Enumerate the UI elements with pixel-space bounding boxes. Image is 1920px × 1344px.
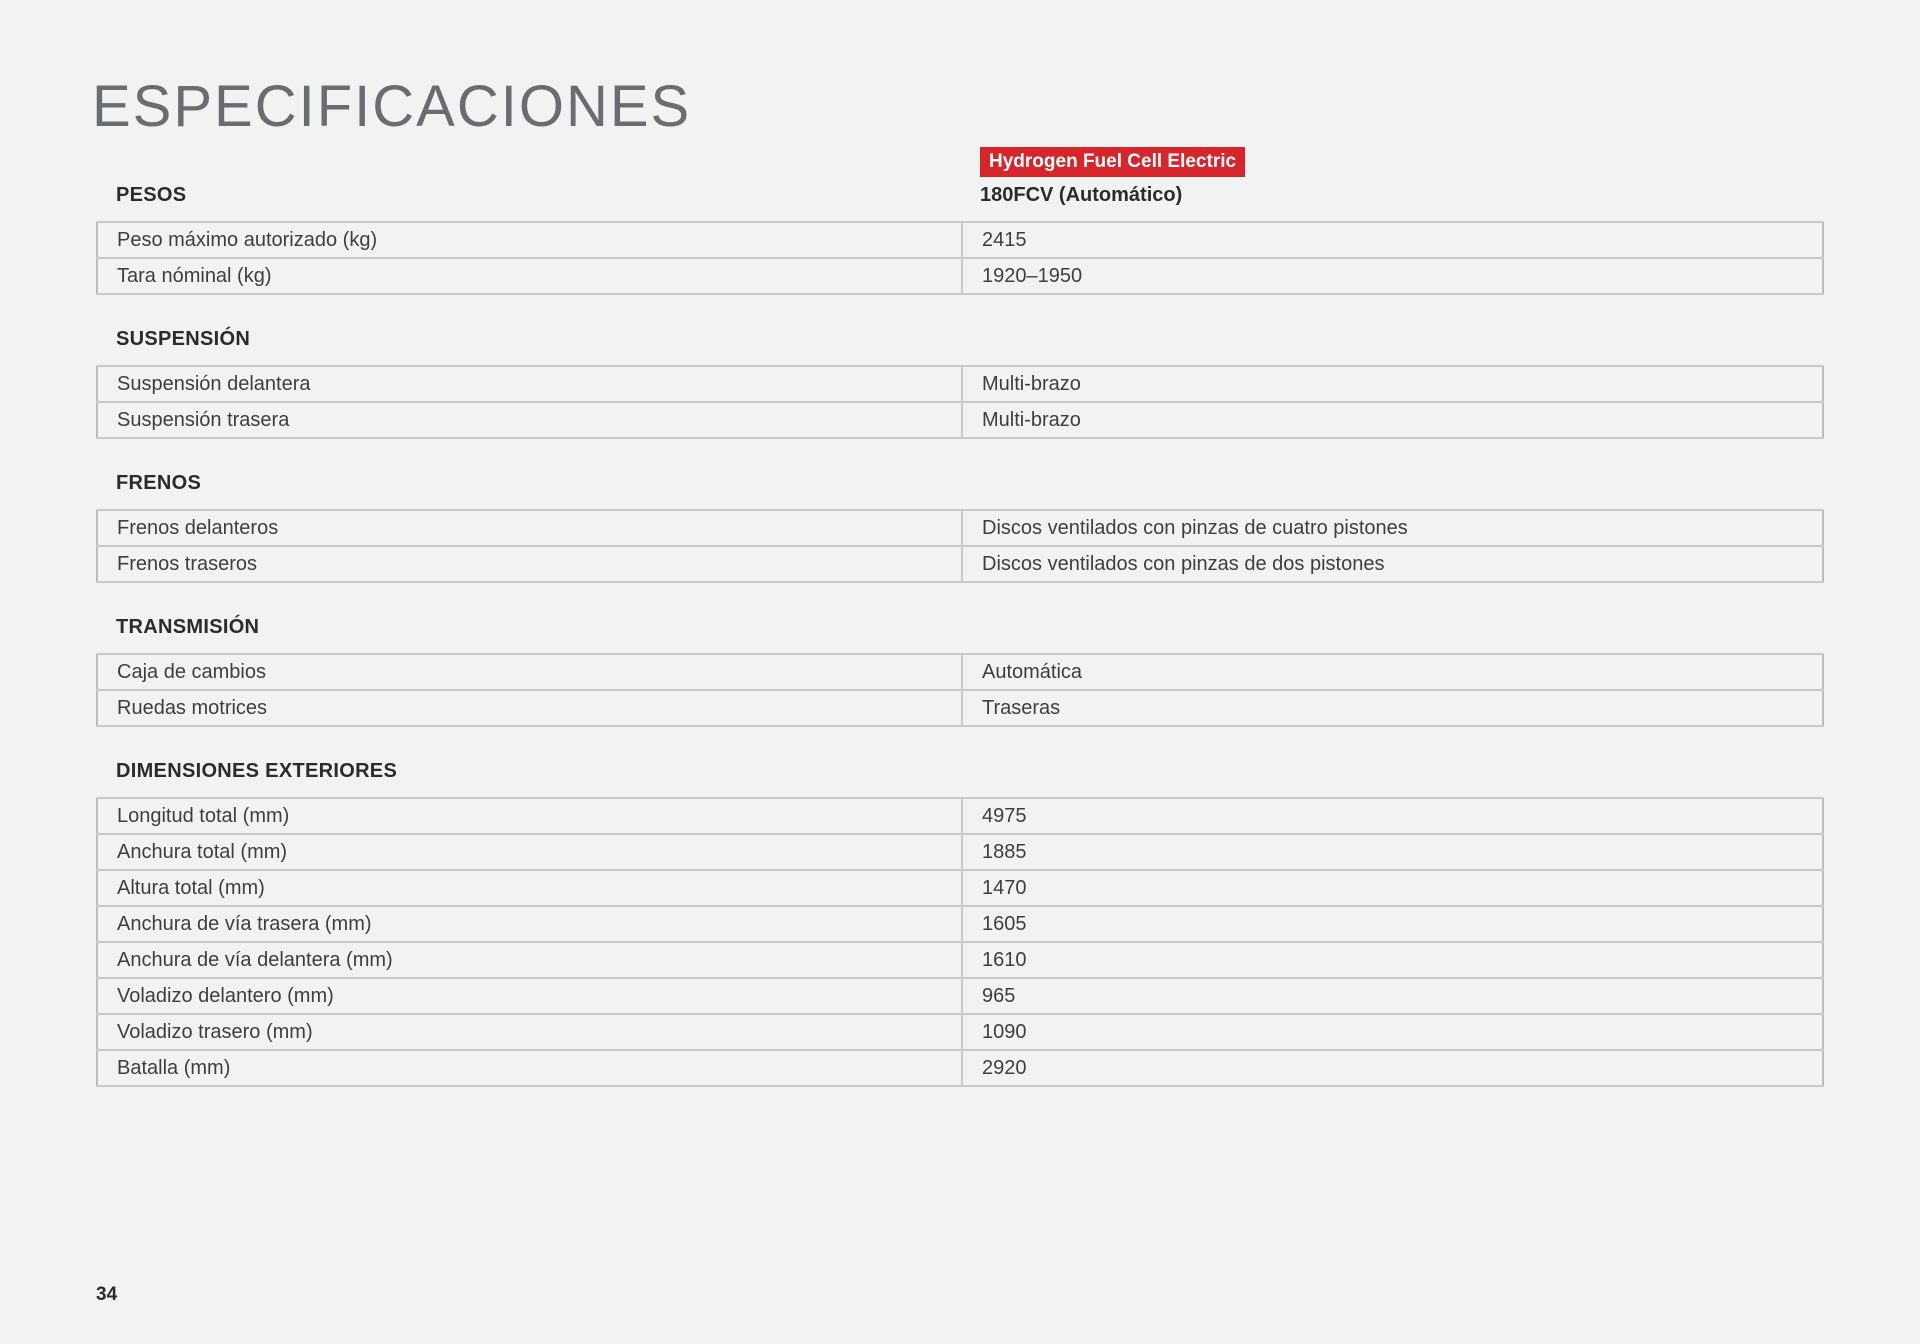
table-row	[97, 834, 1823, 870]
table-row	[97, 366, 1823, 402]
page-number: 34	[96, 1284, 118, 1305]
table-row	[97, 690, 1823, 726]
section-title: TRANSMISIÓN	[116, 616, 260, 638]
table-row	[97, 906, 1823, 942]
spec-value: 1605	[962, 906, 1823, 942]
spec-label: Altura total (mm)	[97, 870, 962, 906]
spec-label: Voladizo delantero (mm)	[97, 978, 962, 1014]
spec-label: Peso máximo autorizado (kg)	[97, 222, 962, 258]
spec-value: Discos ventilados con pinzas de dos pistones	[962, 546, 1823, 582]
spec-value: Multi-brazo	[962, 402, 1823, 438]
spec-value: 1470	[962, 870, 1823, 906]
spec-value: 4975	[962, 798, 1823, 834]
table-row	[97, 222, 1823, 258]
spec-value: 965	[962, 978, 1823, 1014]
page-title: ESPECIFICACIONES	[92, 74, 692, 139]
spec-label: Anchura de vía trasera (mm)	[97, 906, 962, 942]
spec-label: Batalla (mm)	[97, 1050, 962, 1086]
spec-label: Anchura total (mm)	[97, 834, 962, 870]
table-row	[97, 510, 1823, 546]
spec-table	[96, 365, 1824, 439]
table-row	[97, 1050, 1823, 1086]
spec-value: 2415	[962, 222, 1823, 258]
table-row	[97, 1014, 1823, 1050]
table-row	[97, 654, 1823, 690]
spec-label: Tara nóminal (kg)	[97, 258, 962, 294]
table-row	[97, 870, 1823, 906]
spec-value: Traseras	[962, 690, 1823, 726]
spec-label: Voladizo trasero (mm)	[97, 1014, 962, 1050]
spec-table	[96, 221, 1824, 295]
spec-table	[96, 509, 1824, 583]
spec-value: Multi-brazo	[962, 366, 1823, 402]
spec-value: 1885	[962, 834, 1823, 870]
spec-label: Longitud total (mm)	[97, 798, 962, 834]
table-row	[97, 546, 1823, 582]
spec-value: 1610	[962, 942, 1823, 978]
spec-label: Caja de cambios	[97, 654, 962, 690]
section-title: FRENOS	[116, 472, 202, 494]
spec-table	[96, 653, 1824, 727]
spec-value: 2920	[962, 1050, 1823, 1086]
spec-label: Frenos traseros	[97, 546, 962, 582]
section-title: PESOS	[116, 184, 187, 206]
spec-value: Discos ventilados con pinzas de cuatro pistones	[962, 510, 1823, 546]
table-row	[97, 798, 1823, 834]
section-title: DIMENSIONES EXTERIORES	[116, 760, 398, 782]
table-row	[97, 258, 1823, 294]
spec-label: Frenos delanteros	[97, 510, 962, 546]
section-title: SUSPENSIÓN	[116, 328, 251, 350]
table-row	[97, 942, 1823, 978]
spec-label: Suspensión delantera	[97, 366, 962, 402]
spec-value: 1920–1950	[962, 258, 1823, 294]
spec-value: Automática	[962, 654, 1823, 690]
powertrain-badge: Hydrogen Fuel Cell Electric	[980, 147, 1245, 177]
spec-label: Suspensión trasera	[97, 402, 962, 438]
spec-value: 1090	[962, 1014, 1823, 1050]
table-row	[97, 402, 1823, 438]
table-row	[97, 978, 1823, 1014]
spec-label: Anchura de vía delantera (mm)	[97, 942, 962, 978]
model-label: 180FCV (Automático)	[980, 184, 1183, 206]
spec-label: Ruedas motrices	[97, 690, 962, 726]
spec-table	[96, 797, 1824, 1087]
